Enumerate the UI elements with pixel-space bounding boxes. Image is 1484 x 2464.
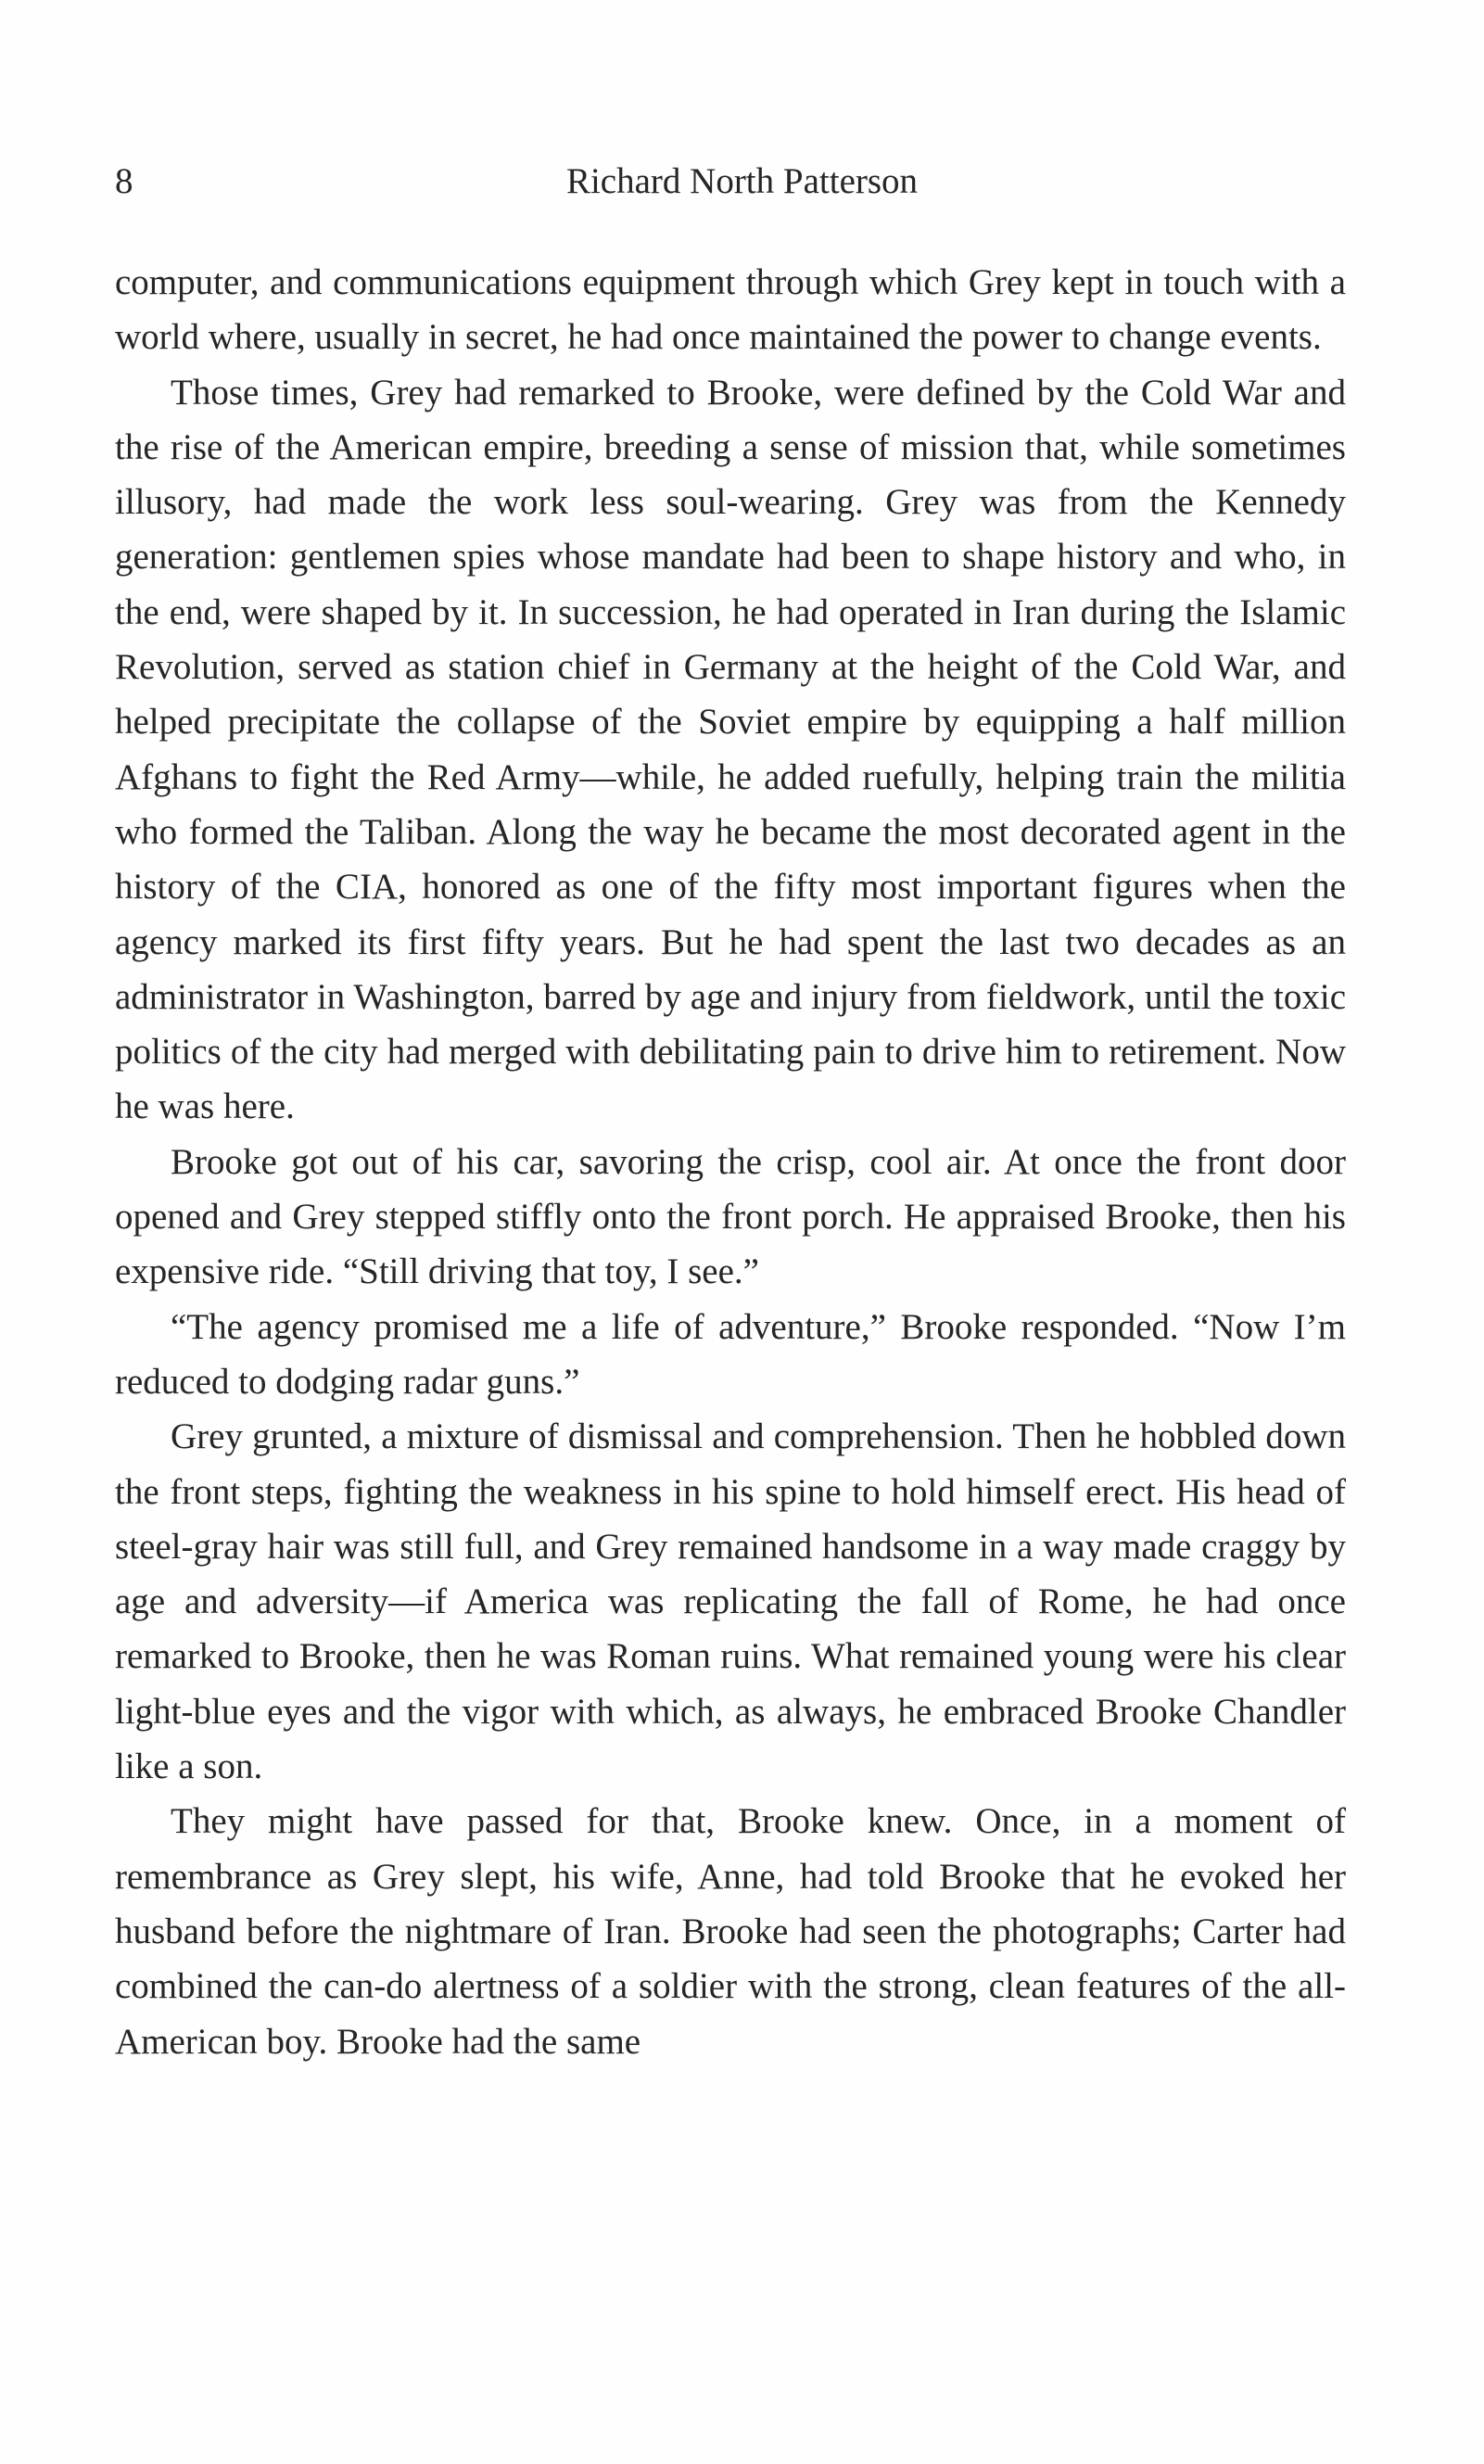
page-number: 8 <box>115 161 133 201</box>
body-text <box>115 255 1346 2069</box>
paragraph: They might have passed for that, Brooke knew. Once, in a moment of remembrance as Grey slept, his wife, Anne, had told Brooke that he evoked her husband before the nightmare of Iran. Brooke had seen the photographs; Carter had combined the can-do alertness of a soldier with the strong, clean features of the all-American boy. Brooke had the same <box>115 1801 1346 2062</box>
paragraph: Brooke got out of his car, savoring the crisp, cool air. At once the front door opened and Grey stepped stiffly onto the front porch. He appraised Brooke, then his expensive ride. “Still driving that toy, I see.” <box>115 1141 1346 1292</box>
paragraph: computer, and communications equipment through which Grey kept in touch with a world where, usually in secret, he had once maintained the power to change events. <box>115 262 1346 358</box>
running-head: Richard North Patterson <box>565 161 919 201</box>
paragraph: Grey grunted, a mixture of dismissal and comprehension. Then he hobbled down the front steps, fighting the weakness in his spine to hold himself erect. His head of steel-gray hair was still full, and Grey remained handsome in a way made craggy by age and adversity—if America was replicating the fall of Rome, he had once remarked to Brooke, then he was Roman ruins. What remained young were his clear light-blue eyes and the vigor with which, as always, he embraced Brooke Chandler like a son. <box>115 1416 1346 1787</box>
paragraph: Those times, Grey had remarked to Brooke, were defined by the Cold War and the rise of the American empire, breeding a sense of mission that, while sometimes illusory, had made the work less soul-wearing. Grey was from the Kennedy generation: gentlemen spies whose mandate had been to shape history and who, in the end, were shaped by it. In succession, he had operated in Iran during the Islamic Revolution, served as station chief in Germany at the height of the Cold War, and helped precipitate the collapse of the Soviet empire by equipping a half million Afghans to fight the Red Army—while, he added ruefully, helping train the militia who formed the Taliban. Along the way he became the most decorated agent in the history of the CIA, honored as one of the fifty most important figures when the agency marked its first fifty years. But he had spent the last two decades as an administrator in Washington, barred by age and injury from fieldwork, until the toxic politics of the city had merged with debilitating pain to drive him to retirement. Now he was here. <box>115 372 1346 1127</box>
paragraph: “The agency promised me a life of adventure,” Brooke responded. “Now I’m reduced to dodging radar guns.” <box>115 1306 1346 1402</box>
